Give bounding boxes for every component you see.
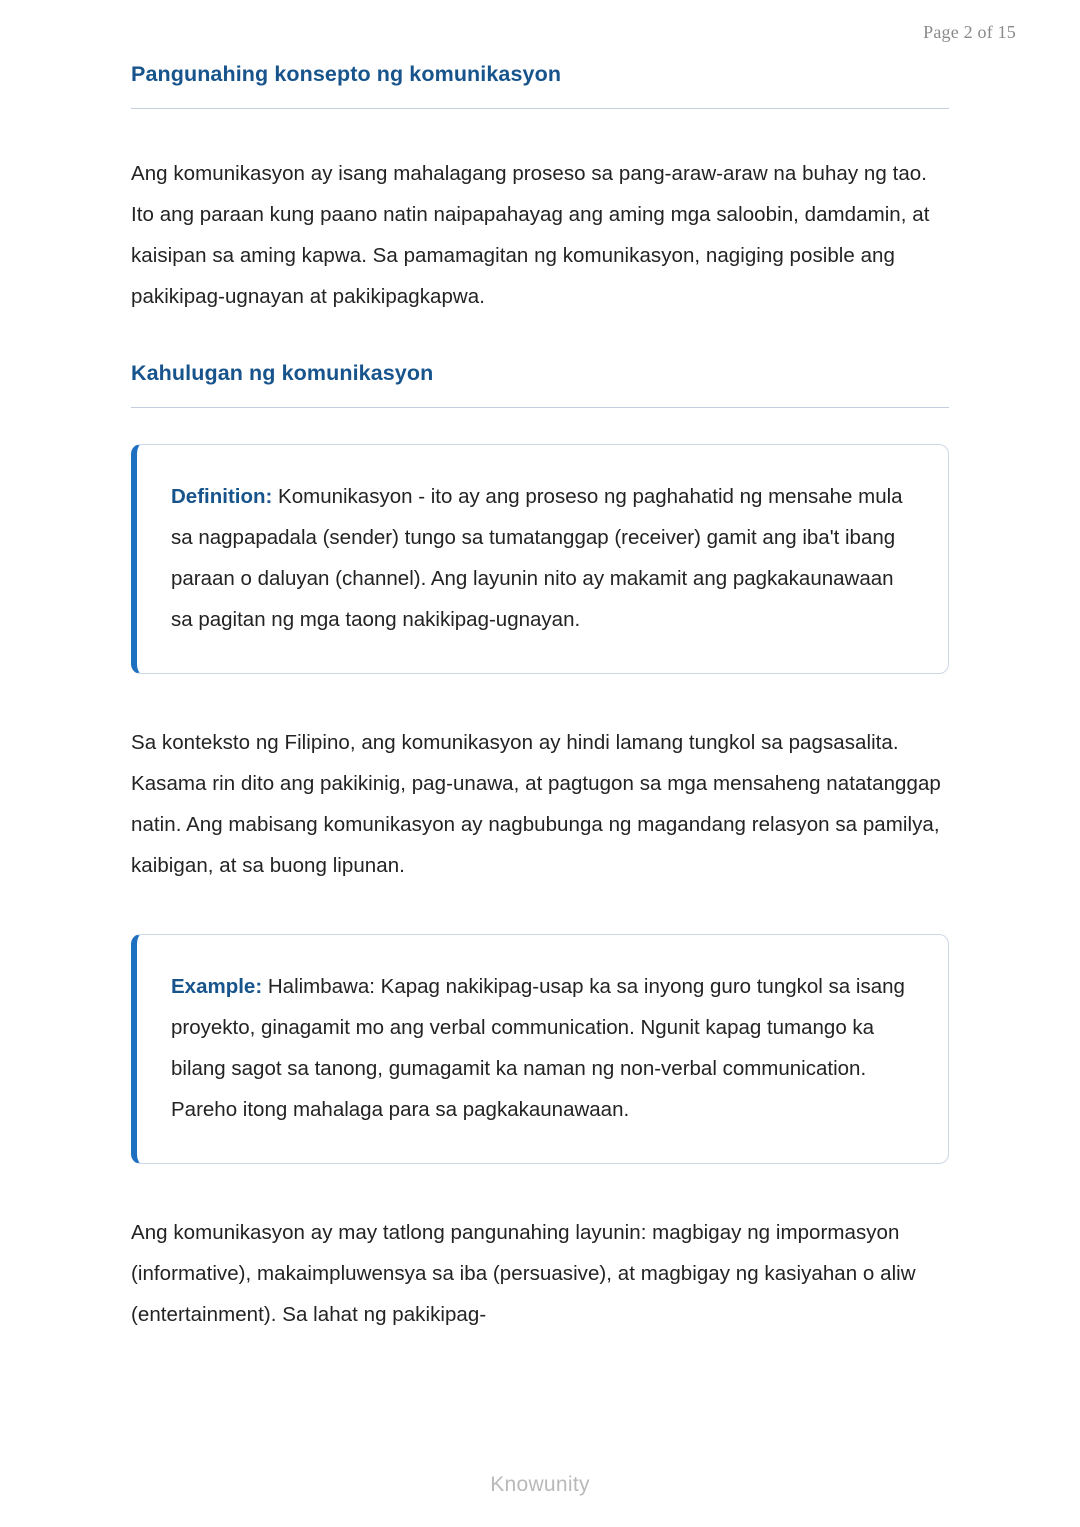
page-number: Page 2 of 15: [923, 22, 1016, 42]
intro-paragraph: Ang komunikasyon ay isang mahalagang proseso sa pang-araw-araw na buhay ng tao. Ito ang paraan kung paano natin naipapahayag ang aming mga saloobin, damdamin, at kaisipan sa aming kapwa. Sa pamamagitan ng komunikasyon, nagiging posible ang pakikipag-ugnayan at pakikipagkapwa.: [131, 162, 930, 308]
footer-brand: Knowunity: [490, 1473, 590, 1496]
definition-callout-text: [171, 476, 914, 640]
page-content: [131, 62, 949, 1335]
paragraph-after-definition: Sa konteksto ng Filipino, ang komunikasyon ay hindi lamang tungkol sa pagsasalita. Kasama rin dito ang pakikinig, pag-unawa, at pagtugon sa mga mensaheng natatanggap natin. Ang mabisang komunikasyon ay nagbubunga ng magandang relasyon sa pamilya, kaibigan, at sa buong lipunan.: [131, 731, 941, 877]
spacer: [131, 1164, 949, 1212]
example-callout: [131, 934, 949, 1164]
definition-label: Definition:: [171, 485, 273, 508]
example-body: Halimbawa: Kapag nakikipag-usap ka sa inyong guro tungkol sa isang proyekto, ginagamit mo ang verbal communication. Ngunit kapag tumango ka bilang sagot sa tanong, gumagamit ka naman ng non-verbal communication. Pareho itong mahalaga para sa pagkakaunawaan.: [171, 975, 905, 1121]
spacer: [131, 674, 949, 722]
section-heading-konsepto: Pangunahing konsepto ng komunikasyon: [131, 62, 562, 86]
spacer: [131, 317, 949, 361]
definition-body: Komunikasyon - ito ay ang proseso ng paghahatid ng mensahe mula sa nagpapadala (sender) tungo sa tumatanggap (receiver) gamit ang iba't ibang paraan o daluyan (channel). Ang layunin nito ay makamit ang pagkakaunawaan sa pagitan ng mga taong nakikipag-ugnayan.: [171, 485, 903, 631]
example-callout-text: [171, 966, 914, 1130]
example-label: Example:: [171, 975, 263, 998]
definition-callout: [131, 444, 949, 674]
spacer: [131, 408, 949, 444]
spacer: [131, 109, 949, 153]
spacer: [131, 886, 949, 934]
paragraph-after-example: Ang komunikasyon ay may tatlong pangunahing layunin: magbigay ng impormasyon (informative), makaimpluwensya sa iba (persuasive), at magbigay ng kasiyahan o aliw (entertainment). Sa lahat ng pakikipag-: [131, 1221, 916, 1326]
section-heading-kahulugan: Kahulugan ng komunikasyon: [131, 361, 434, 385]
